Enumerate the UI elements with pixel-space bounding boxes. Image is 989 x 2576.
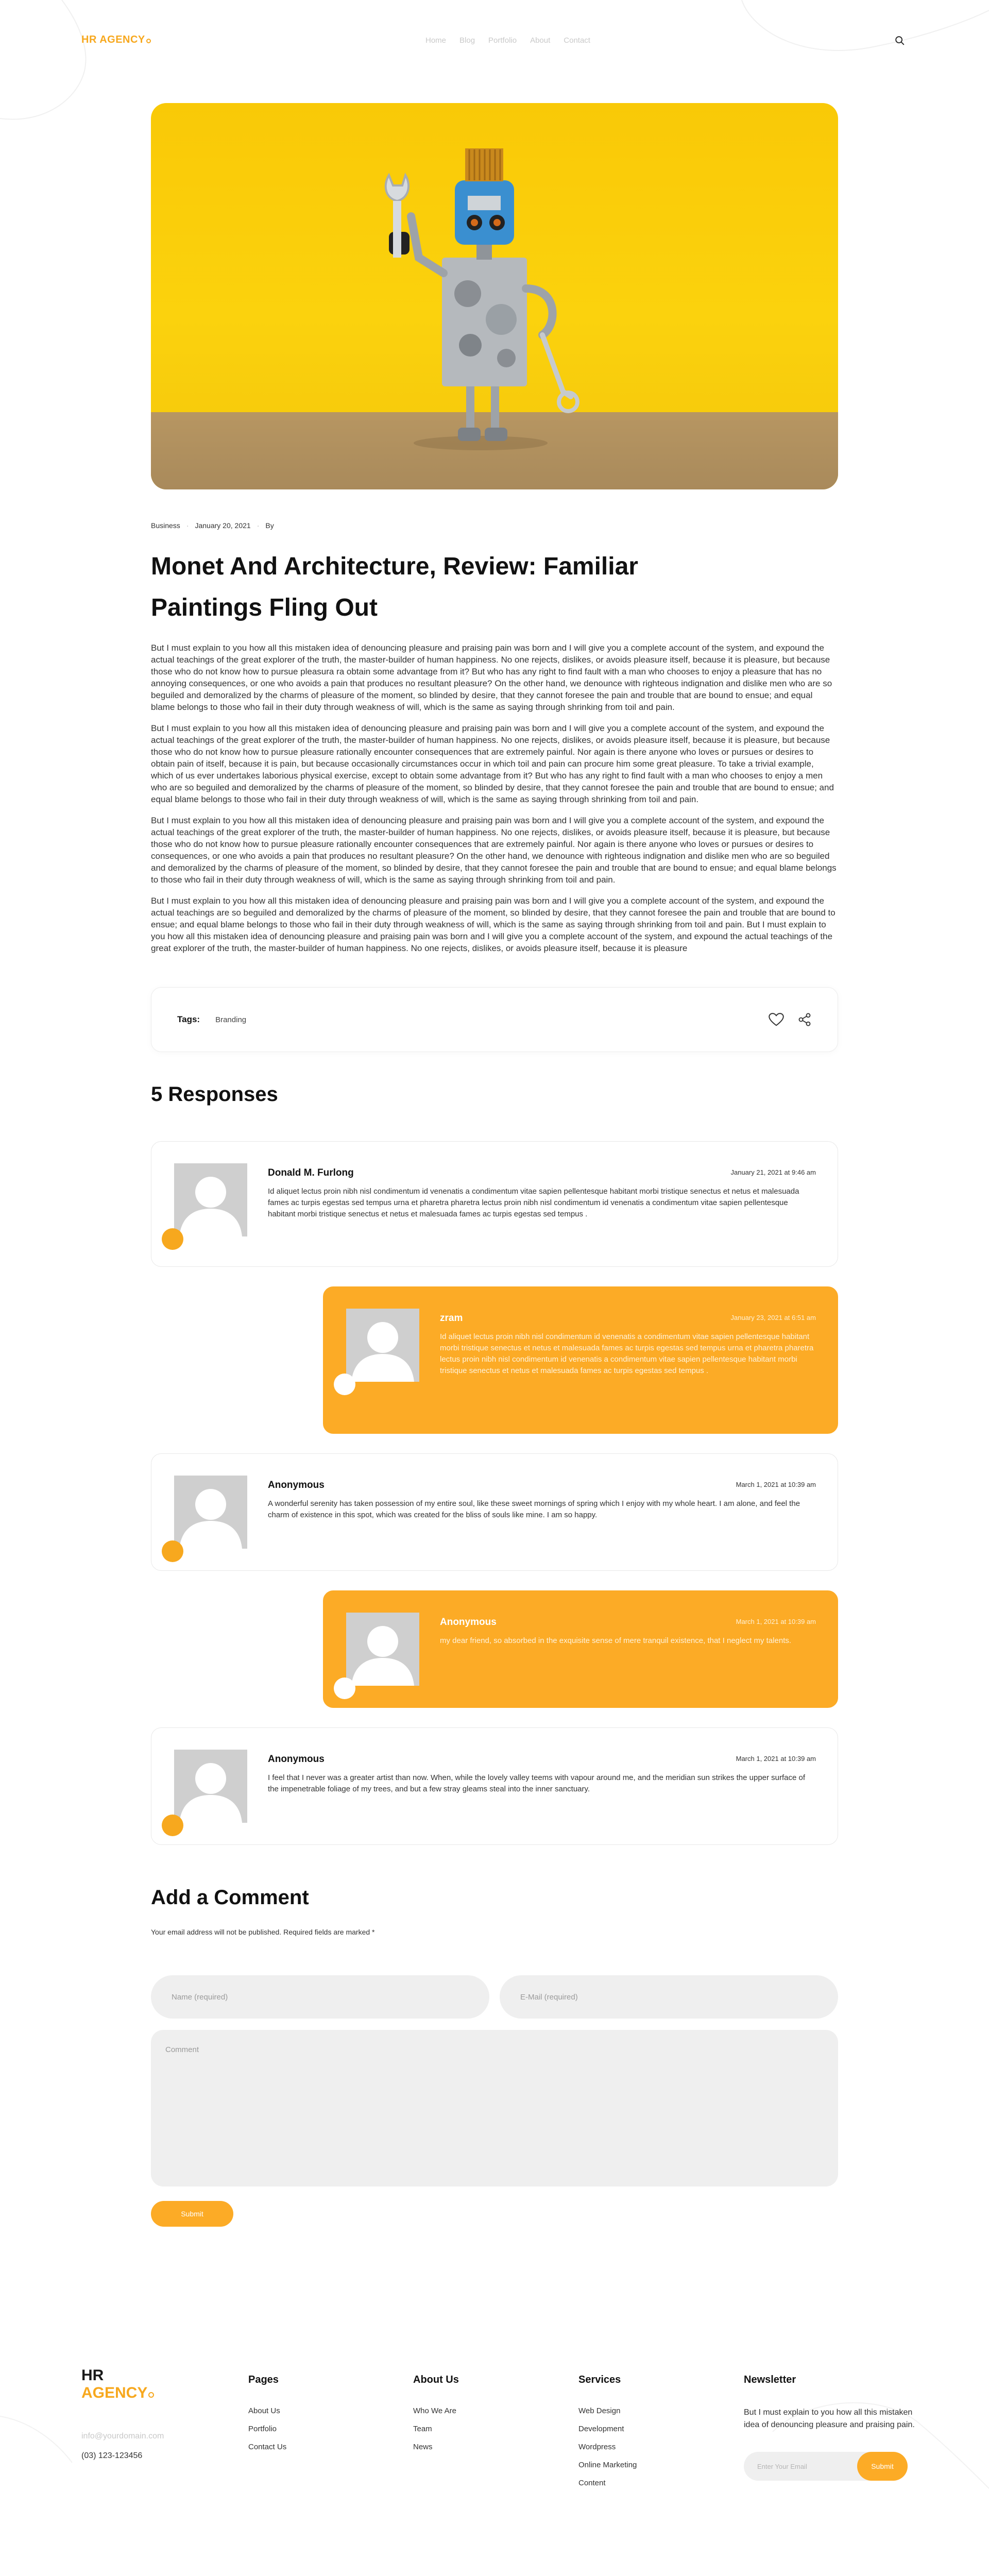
post-paragraph: But I must explain to you how all this mistaken idea of denouncing pleasure and praising pain was born and I will give you a complete account of the system, and expound the actual teachings of the great explorer of the truth, the master-builder of human happiness. No one rejects, dislikes, or avoids pleasure itself, because it is pleasure, but because those who do not know how to pursue pleasure rationally encounter consequences that are extremely painful. Nor again is there anyone who loves or pursues or desires to obtain pain of itself, because it is pain, but because occasionally circumstances occur in which toil and pain can procure him some great pleasure. To take a trivial example, which of us ever undertakes laborious physical exercise, except to obtain some advantage from it? But who has any right to find fault with a man who chooses to enjoy a men who are so beguiled and demoralized by the charms of pleasure of the moment, so blinded by desire, that they cannot foresee the pain and trouble that are bound to ensue; and equal blame belongs to those who fail in their duty through weakness of will, which is the same as saying through shrinking from toil and pain. bbox=[151, 723, 834, 804]
comment bbox=[151, 1727, 838, 1845]
nav-home[interactable]: Home bbox=[425, 36, 447, 45]
post-category[interactable]: Business bbox=[151, 521, 180, 530]
avatar bbox=[174, 1163, 247, 1236]
comment-text: I feel that I never was a greater artist than now. When, while the lovely valley teems with vapour around me, and the meridian sun strikes the upper surface of the impenetrable foliage of my trees, and but a few stray gleams steal into the inner sanctuary. bbox=[268, 1773, 806, 1793]
tags-label: Tags: bbox=[177, 1014, 200, 1024]
newsletter-form bbox=[744, 2452, 908, 2481]
post-content bbox=[151, 103, 838, 2227]
footer-column-about bbox=[413, 2374, 459, 2461]
avatar-badge bbox=[162, 1815, 183, 1836]
comment-author: zram bbox=[440, 1313, 463, 1324]
avatar bbox=[174, 1476, 247, 1549]
post-title: Monet And Architecture, Review: Familiar Paintings Fling Out bbox=[151, 553, 638, 621]
heart-icon[interactable] bbox=[769, 1012, 784, 1027]
avatar bbox=[174, 1750, 247, 1823]
comment-reply bbox=[323, 1286, 838, 1434]
tags-box bbox=[151, 987, 838, 1052]
comment-text: Id aliquet lectus proin nibh nisl condimentum id venenatis a condimentum vitae sapien pellentesque habitant morbi tristique senectus et netus et malesuada fames ac turpis egestas sed tempus urna et pharetra pharetra lectus proin nibh nisl condimentum id venenatis a condimentum vitae sapien pellentesque habitant morbi tristique senectus et netus et malesuada fames ac turpis egestas sed tempus . bbox=[268, 1187, 799, 1218]
comment bbox=[151, 1453, 838, 1571]
comment-date: January 21, 2021 at 9:46 am bbox=[730, 1168, 816, 1176]
post-paragraph: But I must explain to you how all this mistaken idea of denouncing pleasure and praising pain was born and I will give you a complete account of the system, and expound the actual teachings of the great explorer of the truth, the master-builder of human happiness. No one rejects, dislikes, or avoids pleasure itself, because it is pleasure, but because those who do not know how to pursue pleasura ra obtain some advantage from it? But who has any right to find fault with a man who chooses to enjoy a pleasure that has no annoying consequences, or one who avoids a pain that produces no resultant pleasure? On the other hand, we denounce with righteous indignation and dislike men who are so beguiled and demoralized by the charms of pleasure of the moment, so blinded by desire, that they cannot foresee the pain and trouble that are bound to ensue; and equal blame belongs to those who fail in their duty through weakness of will, which is the same as saying through shrinking from toil and pain. bbox=[151, 643, 832, 712]
nav-blog[interactable]: Blog bbox=[459, 36, 475, 45]
footer-link[interactable]: Development bbox=[578, 2425, 624, 2433]
footer-link[interactable]: Portfolio bbox=[248, 2425, 277, 2433]
footer-link[interactable]: Web Design bbox=[578, 2406, 621, 2415]
footer-email[interactable]: info@yourdomain.com bbox=[81, 2432, 164, 2441]
footer-link[interactable]: Content bbox=[578, 2479, 606, 2487]
meta-separator: · bbox=[186, 521, 189, 530]
hero-image bbox=[151, 103, 838, 489]
footer-link[interactable]: Team bbox=[413, 2425, 432, 2433]
footer-column-title: About Us bbox=[413, 2374, 459, 2385]
footer-link[interactable]: News bbox=[413, 2443, 433, 2451]
site-footer bbox=[0, 2309, 989, 2576]
footer-column-title: Pages bbox=[248, 2374, 279, 2385]
tag-branding[interactable]: Branding bbox=[215, 1015, 247, 1024]
comment-reply bbox=[323, 1590, 838, 1708]
post-actions bbox=[769, 1012, 812, 1027]
footer-column-pages bbox=[248, 2374, 286, 2461]
comment-author: Anonymous bbox=[440, 1617, 497, 1628]
newsletter-submit-button[interactable]: Submit bbox=[857, 2452, 908, 2481]
submit-comment-button[interactable]: Submit bbox=[151, 2201, 233, 2227]
post-author: By bbox=[265, 521, 274, 530]
search-icon[interactable] bbox=[894, 35, 906, 46]
site-logo[interactable]: HR AGENCY bbox=[81, 34, 151, 46]
comment-text: A wonderful serenity has taken possession of my entire soul, like these sweet mornings of spring which I enjoy with my whole heart. I am alone, and feel the charm of existence in this spot, which was created for the bliss of souls like mine. I am so happy. bbox=[268, 1499, 800, 1519]
avatar bbox=[346, 1613, 419, 1686]
post-date: January 20, 2021 bbox=[195, 521, 251, 530]
newsletter-text: But I must explain to you how all this mistaken idea of denouncing pleasure and praising pain. bbox=[744, 2408, 915, 2429]
avatar-badge bbox=[334, 1677, 355, 1699]
comment-author: Anonymous bbox=[268, 1480, 325, 1490]
footer-link[interactable]: Who We Are bbox=[413, 2406, 456, 2415]
nav-portfolio[interactable]: Portfolio bbox=[488, 36, 517, 45]
nav-contact[interactable]: Contact bbox=[564, 36, 590, 45]
comment-textarea[interactable] bbox=[151, 2030, 838, 2187]
newsletter-title: Newsletter bbox=[744, 2374, 796, 2385]
footer-link[interactable]: About Us bbox=[248, 2406, 280, 2415]
post-body bbox=[151, 642, 838, 954]
newsletter bbox=[744, 2374, 919, 2481]
avatar-badge bbox=[162, 1228, 183, 1250]
comment-author: Donald M. Furlong bbox=[268, 1167, 354, 1178]
avatar-badge bbox=[334, 1374, 355, 1395]
post-meta bbox=[151, 521, 838, 530]
comment-date: March 1, 2021 at 10:39 am bbox=[736, 1481, 816, 1488]
site-header bbox=[0, 0, 989, 82]
footer-logo[interactable]: HR AGENCY bbox=[81, 2367, 154, 2402]
meta-separator: · bbox=[257, 521, 260, 530]
comment-text: my dear friend, so absorbed in the exquisite sense of mere tranquil existence, that I neglect my talents. bbox=[440, 1636, 792, 1645]
avatar-badge bbox=[162, 1540, 183, 1562]
avatar bbox=[346, 1309, 419, 1382]
footer-column-services bbox=[578, 2374, 637, 2497]
main-nav bbox=[425, 36, 590, 45]
comment-text: Id aliquet lectus proin nibh nisl condimentum id venenatis a condimentum vitae sapien pellentesque habitant morbi tristique senectus et netus et malesuada fames ac turpis egestas sed tempus urna et pharetra pharetra lectus proin nibh nisl condimentum id venenatis a condimentum vitae sapien pellentesque habitant morbi tristique senectus et netus et malesuada fames ac turpis egestas sed tempus . bbox=[440, 1332, 814, 1375]
comment-form bbox=[151, 1975, 838, 2227]
name-input[interactable] bbox=[151, 1975, 489, 2019]
comment-author: Anonymous bbox=[268, 1754, 325, 1765]
footer-link[interactable]: Contact Us bbox=[248, 2443, 287, 2451]
footer-link[interactable]: Wordpress bbox=[578, 2443, 616, 2451]
comment-date: March 1, 2021 at 10:39 am bbox=[736, 1755, 816, 1762]
post-paragraph: But I must explain to you how all this mistaken idea of denouncing pleasure and praising pain was born and I will give you a complete account of the system, and expound the actual teachings of the great explorer of the truth, the master-builder of human happiness. No one rejects, dislikes, or avoids pleasure itself, because it is pleasure, but because those who do not know how to pursue pleasure rationally encounter consequences that are extremely painful. Nor again is there anyone who loves or pursues or desires to consequences, or one who avoids a pain that produces no resultant pleasure? On the other hand, we denounce with righteous indignation and dislike men who are so beguiled and demoralized by the charms of pleasure of the moment, so blinded by desire, that they cannot foresee the pain and trouble that are bound to ensue; and equal blame belongs to those who fail in their duty through weakness of will, which is the same as saying through shrinking from toil and pain. bbox=[151, 816, 837, 885]
comment-form-title: Add a Comment bbox=[151, 1886, 309, 1909]
comment-form-note: Your email address will not be published. Required fields are marked * bbox=[151, 1928, 375, 1936]
post-paragraph: But I must explain to you how all this mistaken idea of denouncing pleasure and praising pain was born and I will give you a complete account of the system, and expound the actual teachings are so beguiled and demoralized by the charms of pleasure of the moment, so blinded by desire, that they cannot foresee the pain and trouble that are bound to ensue; and equal blame belongs to those who fail in their duty through weakness of will, which is the same as saying through shrinking from toil and pain. But I must explain to you how all this mistaken idea of denouncing pleasure and praising pain was born and I will give you a complete account of the system, and expound the actual teachings of the great explorer of the truth, the master-builder of human happiness. No one rejects, dislikes, or avoids pleasure itself, because it is pleasure bbox=[151, 896, 835, 953]
email-input[interactable] bbox=[500, 1975, 838, 2019]
footer-phone[interactable]: (03) 123-123456 bbox=[81, 2451, 143, 2460]
share-icon[interactable] bbox=[797, 1012, 812, 1027]
comment-date: January 23, 2021 at 6:51 am bbox=[730, 1314, 816, 1321]
footer-column-title: Services bbox=[578, 2374, 621, 2385]
responses-title: 5 Responses bbox=[151, 1083, 278, 1106]
comment-date: March 1, 2021 at 10:39 am bbox=[736, 1618, 816, 1625]
comment bbox=[151, 1141, 838, 1267]
robot-illustration bbox=[151, 103, 838, 489]
nav-about[interactable]: About bbox=[530, 36, 551, 45]
footer-link[interactable]: Online Marketing bbox=[578, 2461, 637, 2469]
